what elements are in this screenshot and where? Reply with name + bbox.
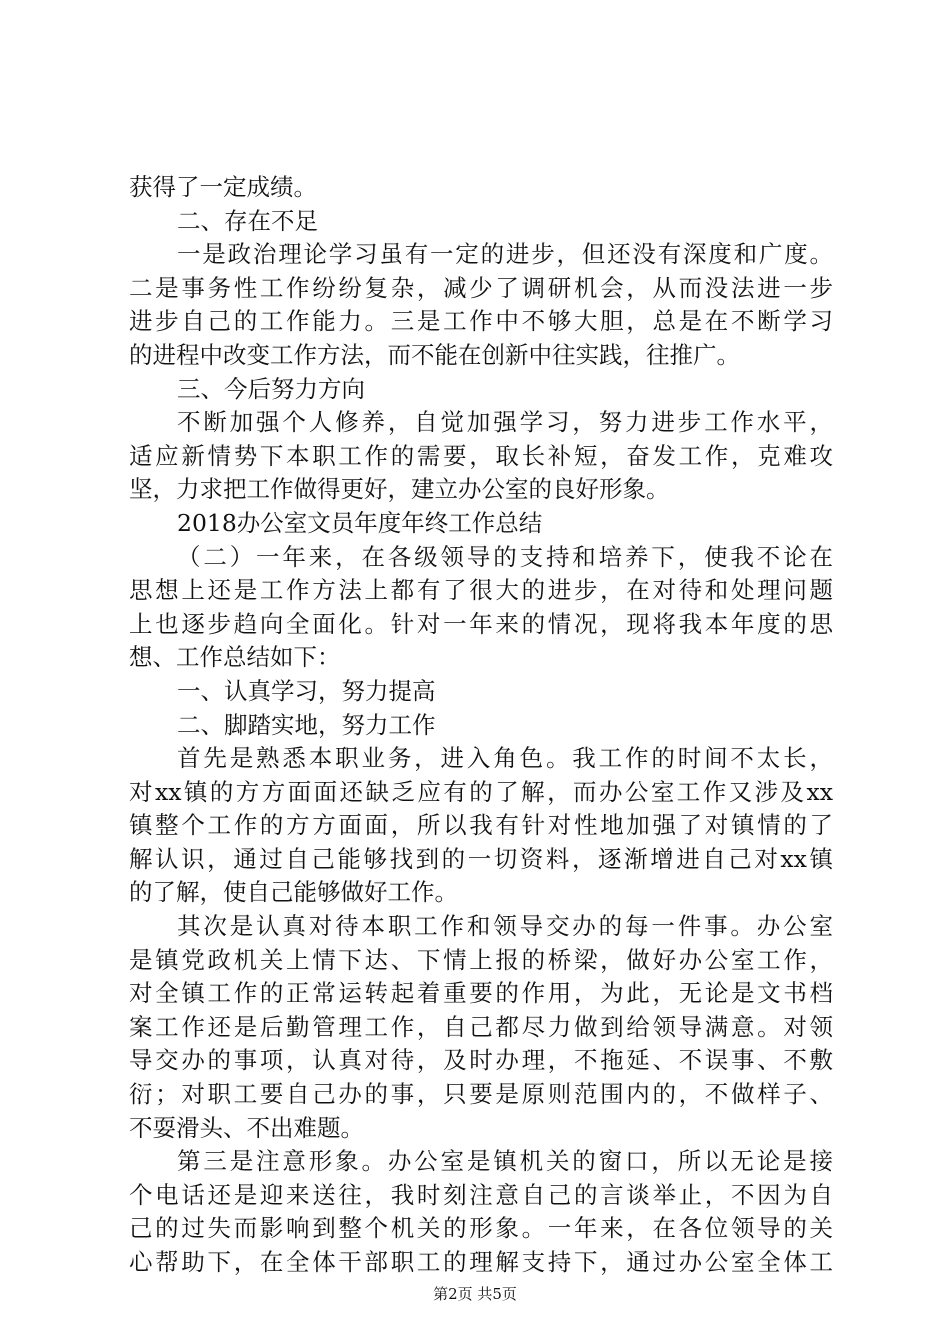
- text-line: 二是事务性工作纷纷复杂，减少了调研机会，从而没法进一步: [129, 273, 833, 302]
- text-line: 适应新情势下本职工作的需要，取长补短，奋发工作，克难攻: [129, 441, 833, 470]
- text-line: 个电话还是迎来送往，我时刻注意自己的言谈举止，不因为自: [129, 1180, 833, 1209]
- document-body: [129, 171, 833, 1280]
- text-line: （二）一年来，在各级领导的支持和培养下，使我不论在: [177, 542, 833, 571]
- text-line: 导交办的事项，认真对待，及时办理，不拖延、不误事、不敷: [129, 1046, 833, 1075]
- text-line: 镇整个工作的方方面面，所以我有针对性地加强了对镇情的了: [129, 811, 833, 840]
- text-line: 是镇党政机关上情下达、下情上报的桥梁，做好办公室工作，: [129, 945, 833, 974]
- text-line: 二、存在不足: [177, 206, 318, 235]
- text-line: 解认识，通过自己能够找到的一切资料，逐渐增进自己对xx镇: [129, 844, 833, 873]
- text-line: 的了解，使自己能够做好工作。: [129, 878, 458, 907]
- text-line: 不断加强个人修养，自觉加强学习，努力进步工作水平，: [177, 408, 833, 437]
- text-line: 一是政治理论学习虽有一定的进步，但还没有深度和广度。: [177, 240, 833, 269]
- text-line: 案工作还是后勤管理工作，自己都尽力做到给领导满意。对领: [129, 1012, 833, 1041]
- text-line: 获得了一定成绩。: [129, 173, 317, 201]
- page-footer: 第2页 共5页: [433, 1285, 517, 1303]
- text-line: 不耍滑头、不出难题。: [129, 1113, 364, 1142]
- text-line: 衍；对职工要自己办的事，只要是原则范围内的，不做样子、: [129, 1080, 833, 1109]
- text-line: 坚，力求把工作做得更好，建立办公室的良好形象。: [129, 475, 670, 504]
- text-line: 对全镇工作的正常运转起着重要的作用，为此，无论是文书档: [129, 979, 833, 1008]
- text-line: 三、今后努力方向: [177, 374, 365, 403]
- text-line: 上也逐步趋向全面化。针对一年来的情况，现将我本年度的思: [129, 609, 833, 638]
- text-line: 己的过失而影响到整个机关的形象。一年来，在各位领导的关: [129, 1214, 833, 1243]
- text-line: 2018办公室文员年度年终工作总结: [177, 508, 543, 537]
- text-line: 思想上还是工作方法上都有了很大的进步，在对待和处理问题: [129, 576, 833, 605]
- text-line: 一、认真学习，努力提高: [177, 676, 436, 705]
- text-line: 首先是熟悉本职业务，进入角色。我工作的时间不太长，: [177, 744, 833, 773]
- text-line: 心帮助下，在全体干部职工的理解支持下，通过办公室全体工: [129, 1248, 833, 1276]
- text-line: 的进程中改变工作方法，而不能在创新中往实践，往推广。: [129, 340, 740, 369]
- text-line: 想、工作总结如下：: [129, 643, 341, 672]
- text-line: 二、脚踏实地，努力工作: [177, 710, 436, 739]
- text-line: 对xx镇的方方面面还缺乏应有的了解，而办公室工作又涉及xx: [129, 777, 833, 806]
- text-line: 第三是注意形象。办公室是镇机关的窗口，所以无论是接: [177, 1147, 833, 1176]
- text-line: 进步自己的工作能力。三是工作中不够大胆，总是在不断学习: [129, 307, 833, 336]
- text-line: 其次是认真对待本职工作和领导交办的每一件事。办公室: [177, 912, 833, 941]
